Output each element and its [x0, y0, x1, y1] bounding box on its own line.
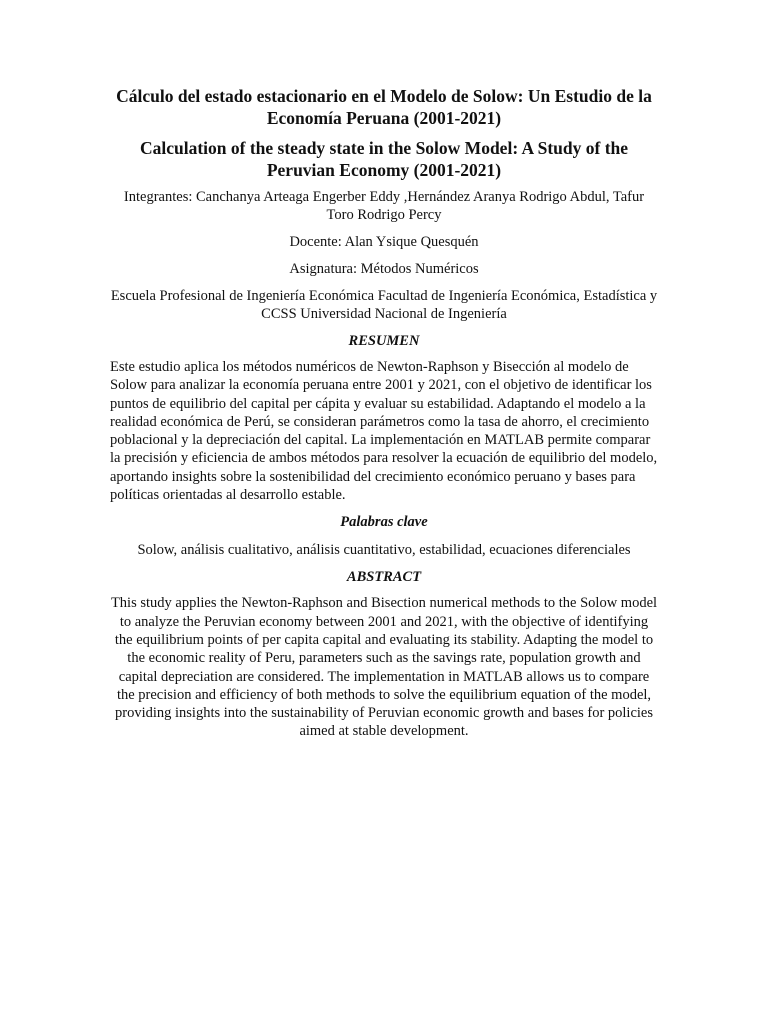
document-content — [110, 85, 658, 741]
authors: Integrantes: Canchanya Arteaga Engerber Eddy ,Hernández Aranya Rodrigo Abdul, Tafur Toro Rodrigo Percy — [123, 189, 645, 223]
title-english: Calculation of the steady state in the Solow Model: A Study of the Peruvian Economy (2001-2021) — [139, 138, 629, 180]
abstract-text: This study applies the Newton-Raphson and Bisection numerical methods to the Solow model to analyze the Peruvian economy between 2001 and 2021, with the objective of identifying the equilibrium points of per capita capital and evaluating its stability. Adapting the model to the economic reality of Peru, parameters such as the savings rate, population growth and capital depreciation are considered. The implementation in MATLAB allows us to compare the precision and efficiency of both methods to solve the equilibrium equation of the model, providing insights into the sustainability of Peruvian economic growth and bases for policies aimed at stable development. — [110, 595, 658, 740]
abstract-heading: ABSTRACT — [346, 569, 422, 586]
resumen-heading: RESUMEN — [348, 333, 420, 349]
resumen-text: Este estudio aplica los métodos numéricos de Newton-Raphson y Bisección al modelo de Solow para analizar la economía peruana entre 2001 y 2021, con el objetivo de identificar los puntos de equilibrio del capital per cápita y evaluar su estabilidad. Adaptando el modelo a la realidad económica de Perú, se consideran parámetros como la tasa de ahorro, el crecimiento poblacional y la depreciación del capital. La implementación en MATLAB permite comparar la precisión y eficiencia de ambos métodos para resolver la ecuación de equilibrio del modelo, aportando insights sobre la sostenibilidad del crecimiento económico peruano y bases para políticas orientadas al desarrollo estable. — [110, 359, 658, 504]
instructor: Docente: Alan Ysique Quesquén — [289, 234, 479, 250]
affiliation: Escuela Profesional de Ingeniería Económica Facultad de Ingeniería Económica, Estadística y CCSS Universidad Nacional de Ingeniería — [110, 288, 658, 322]
keywords-heading: Palabras clave — [340, 514, 428, 531]
keywords-text: Solow, análisis cualitativo, análisis cuantitativo, estabilidad, ecuaciones diferenciales — [137, 542, 631, 559]
course: Asignatura: Métodos Numéricos — [289, 261, 479, 277]
title-spanish: Cálculo del estado estacionario en el Modelo de Solow: Un Estudio de la Economía Peruana (2001-2021) — [116, 86, 652, 128]
